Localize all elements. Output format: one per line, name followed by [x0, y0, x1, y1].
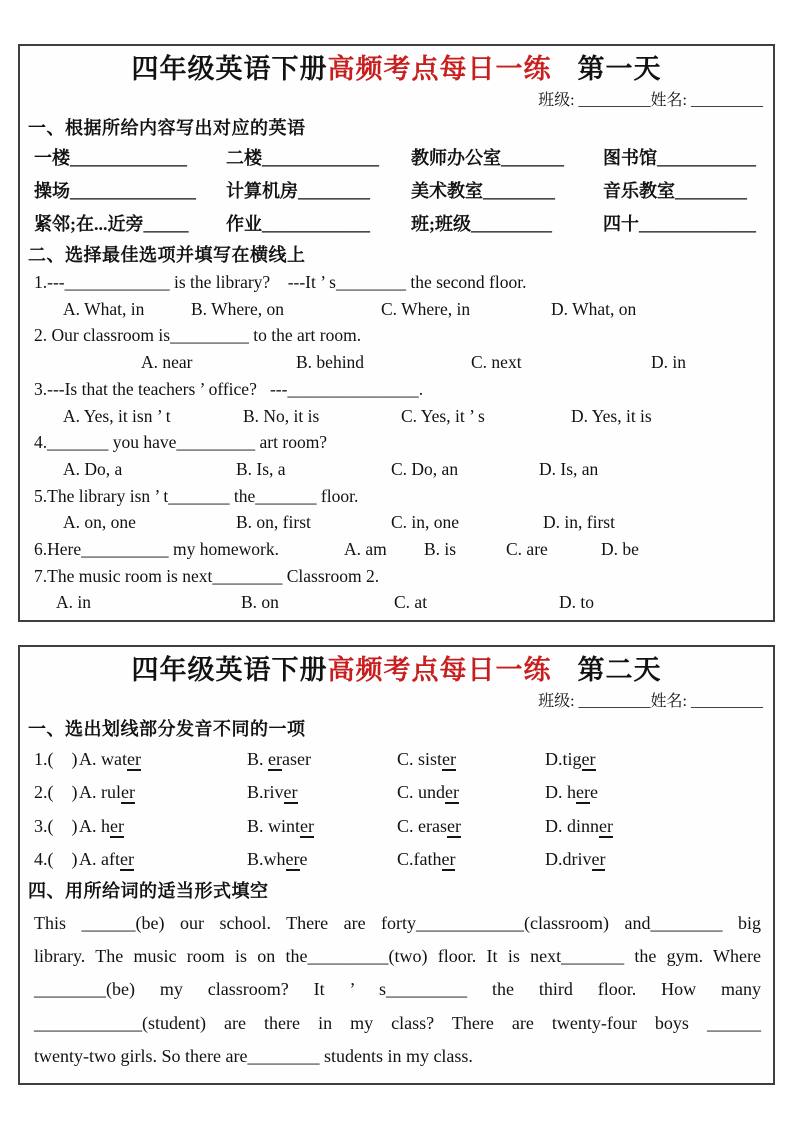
option-b: B. eraser [247, 749, 311, 769]
day2-title [26, 651, 767, 689]
option-a: A. am [344, 539, 387, 560]
option-b: B. behind [296, 352, 365, 373]
option-b: B. Is, a [236, 458, 286, 479]
day2-panel [18, 645, 775, 1085]
option-c: C. eraser [397, 815, 461, 836]
option-c: C. in, one [391, 512, 460, 533]
question-5-options [26, 509, 767, 536]
phonics-row-1 [26, 743, 767, 776]
phonics-row-4 [26, 843, 767, 876]
option-b: B. No, it is [243, 405, 320, 426]
name-label: 姓名: [650, 92, 691, 109]
option-b: B.river [247, 782, 298, 803]
option-a: A. Yes, it isn ’ t [63, 405, 171, 426]
vocab-item: 操场______________ [34, 181, 196, 201]
option-b: B. winter [247, 815, 314, 836]
option-b: B. on, first [236, 512, 311, 533]
day1-title-highlight: 高频考点每日一练 [327, 54, 552, 84]
cloze-paragraph [26, 907, 767, 1074]
day1-panel [18, 44, 775, 622]
option-d: D. What, on [551, 298, 637, 319]
cloze-line: This ______(be) our school. There are forty____________(classroom) and________ big [34, 912, 761, 933]
question-7: 7.The music room is next________ Classroom 2. [34, 565, 380, 586]
name-blank: _________ [691, 92, 763, 109]
option-c: C. are [506, 539, 548, 560]
vocab-item: 紧邻;在...近旁_____ [34, 214, 189, 234]
question-1: 1.---____________ is the library? ---It ’ s________ the second floor. [34, 272, 527, 292]
option-c: C. under [397, 782, 459, 803]
cloze-line: ____________(student) are there in my class? There are twenty-four boys ______ [34, 1012, 761, 1033]
option-d: D. in, first [543, 512, 615, 533]
cloze-line: library. The music room is on the_________(two) floor. It is next_______ the gym. Where [34, 946, 761, 967]
day2-title-prefix: 四年级英语下册 [131, 655, 328, 685]
question-4-options [26, 456, 767, 483]
option-c: C.father [397, 849, 456, 870]
option-c: C. Yes, it ’ s [401, 405, 485, 426]
question-2: 2. Our classroom is_________ to the art room. [34, 325, 362, 346]
vocab-item: 四十_____________ [603, 214, 756, 234]
day1-title-day: 第一天 [577, 54, 662, 84]
day2-section1-heading: 一、选出划线部分发音不同的一项 [28, 719, 306, 739]
option-d: D. dinner [545, 815, 613, 836]
option-a: A. water [79, 749, 141, 769]
vocab-item: 教师办公室_______ [411, 148, 564, 168]
option-b: B.where [247, 849, 308, 870]
option-a: A. in [56, 592, 91, 613]
day1-section1-heading: 一、根据所给内容写出对应的英语 [28, 118, 306, 138]
option-d: D. Yes, it is [571, 405, 652, 426]
vocab-item: 图书馆___________ [603, 148, 756, 168]
vocab-item: 一楼_____________ [34, 148, 187, 168]
option-d: D. be [601, 539, 639, 560]
vocab-item: 二楼_____________ [226, 148, 379, 168]
phonics-number: 2.( ) [34, 782, 78, 803]
option-d: D. in [651, 352, 686, 373]
option-a: A. What, in [63, 298, 145, 319]
option-b: B. is [424, 539, 457, 560]
option-d: D. to [559, 592, 594, 613]
phonics-number: 4.( ) [34, 849, 78, 870]
class-blank: _________ [578, 92, 651, 109]
phonics-row-2 [26, 776, 767, 809]
vocab-item: 美术教室________ [411, 181, 555, 201]
phonics-number: 3.( ) [34, 815, 78, 836]
vocab-row-2 [26, 175, 767, 208]
question-4: 4._______ you have_________ art room? [34, 432, 328, 453]
phonics-row-3 [26, 810, 767, 843]
option-c: C. Where, in [381, 298, 471, 319]
name-label: 姓名: [650, 693, 691, 710]
option-c: C. Do, an [391, 458, 459, 479]
question-5: 5.The library isn ’ t_______ the_______ floor. [34, 485, 359, 506]
day1-title-prefix: 四年级英语下册 [131, 54, 328, 84]
question-2-options [26, 349, 767, 376]
option-c: C. sister [397, 749, 457, 769]
day2-title-highlight: 高频考点每日一练 [327, 655, 552, 685]
option-b: B. Where, on [191, 298, 284, 319]
option-a: A. after [79, 849, 134, 870]
vocab-row-3 [26, 208, 767, 241]
day1-section2-heading: 二、选择最佳选项并填写在横线上 [28, 245, 306, 265]
class-label: 班级: [538, 92, 579, 109]
day1-class-name-line [26, 88, 767, 114]
option-a: A. near [141, 352, 193, 373]
option-b: B. on [241, 592, 279, 613]
class-blank: _________ [578, 693, 651, 710]
vocab-item: 音乐教室________ [603, 181, 747, 201]
option-a: A. her [79, 815, 124, 836]
class-label: 班级: [538, 693, 579, 710]
phonics-number: 1.( ) [34, 749, 78, 769]
option-a: A. on, one [63, 512, 136, 533]
question-6 [26, 536, 767, 563]
vocab-item: 计算机房________ [226, 181, 370, 201]
option-a: A. Do, a [63, 458, 123, 479]
option-d: D. here [545, 782, 598, 803]
option-c: C. next [471, 352, 522, 373]
day2-section4-heading: 四、用所给词的适当形式填空 [28, 880, 269, 901]
vocab-item: 班;班级_________ [411, 214, 552, 234]
vocab-row-1 [26, 142, 767, 175]
option-d: D.driver [545, 849, 606, 870]
cloze-line: ________(be) my classroom? It ’ s_________ the third floor. How many [34, 979, 761, 1000]
question-3: 3.---Is that the teachers ’ office? ---_______________. [34, 378, 424, 399]
option-a: A. ruler [79, 782, 135, 803]
question-3-options [26, 403, 767, 430]
option-d: D.tiger [545, 749, 596, 769]
day1-title [26, 50, 767, 88]
option-c: C. at [394, 592, 428, 613]
day2-title-day: 第二天 [577, 655, 662, 685]
vocab-item: 作业____________ [226, 214, 370, 234]
cloze-line: twenty-two girls. So there are________ students in my class. [34, 1046, 473, 1067]
day2-class-name-line [26, 689, 767, 715]
option-d: D. Is, an [539, 458, 599, 479]
name-blank: _________ [691, 693, 763, 710]
question-7-options [26, 589, 767, 616]
question-1-options [26, 296, 767, 323]
question-6-text: 6.Here__________ my homework. [34, 539, 279, 560]
